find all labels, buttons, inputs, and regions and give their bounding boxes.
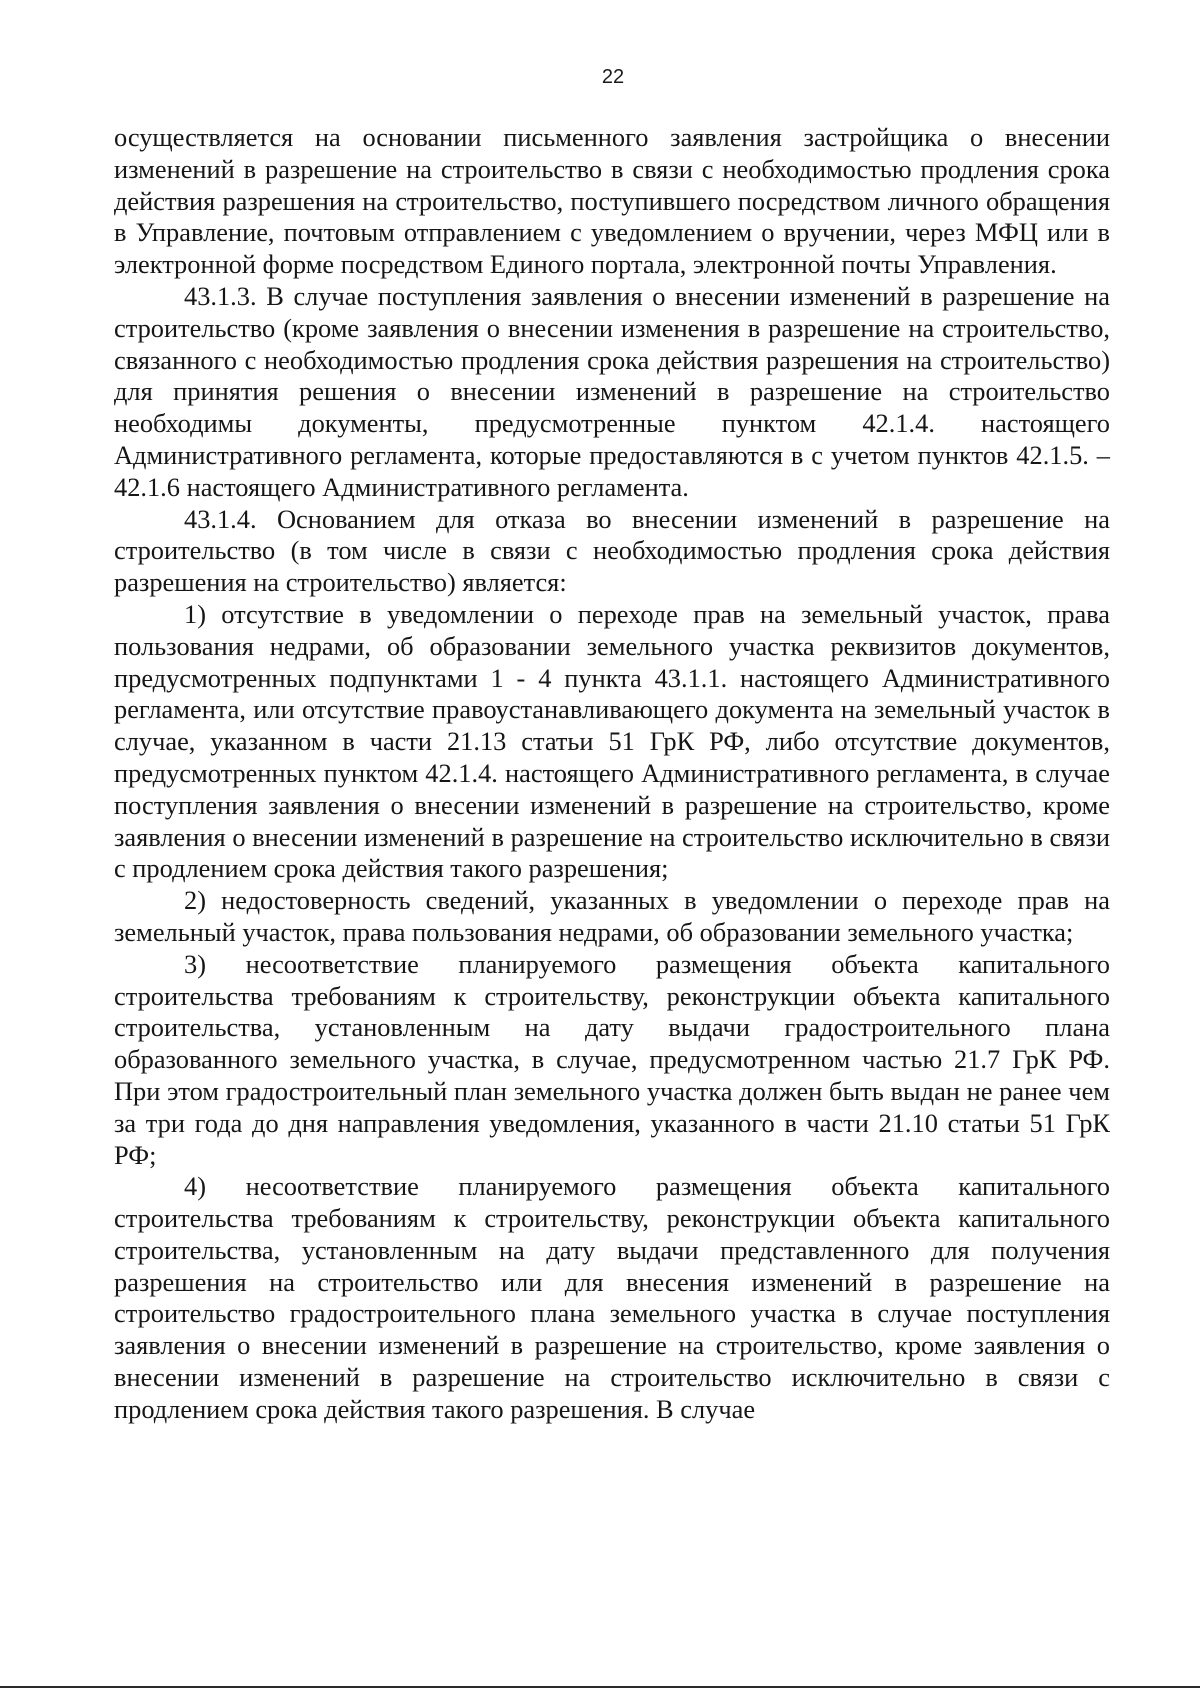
list-item-4: 4) несоответствие планируемого размещения объекта капитального строительства требованиям к строительству, реконструкции объекта капитального строительства, установленным на дату выдачи представленного для получения разрешения на строительство или для внесения изменений в разрешение на строительство градостроительного плана земельного участка в случае поступления заявления о внесении изменений в разрешение на строительство, кроме заявления о внесении изменений в разрешение на строительство исключительно в связи с продлением срока действия такого разрешения. В случае — [114, 1171, 1110, 1424]
paragraph-43-1-3: 43.1.3. В случае поступления заявления о внесении изменений в разрешение на строительство (кроме заявления о внесении изменения в разрешение на строительство, связанного с необходимостью продления срока действия разрешения на строительство) для принятия решения о внесении изменений в разрешение на строительство необходимы документы, предусмотренные пунктом 42.1.4. настоящего Административного регламента, которые предоставляются в с учетом пунктов 42.1.5. – 42.1.6 настоящего Административного регламента. — [114, 280, 1110, 502]
list-item-2: 2) недостоверность сведений, указанных в уведомлении о переходе прав на земельный участок, права пользования недрами, об образовании земельного участка; — [114, 885, 1110, 947]
document-body — [114, 122, 1110, 1426]
paragraph-continuation: осуществляется на основании письменного заявления застройщика о внесении изменений в разрешение на строительство в связи с необходимостью продления срока действия разрешения на строительство, поступившего посредством личного обращения в Управление, почтовым отправлением с уведомлением о вручении, через МФЦ или в электронной форме посредством Единого портала, электронной почты Управления. — [114, 122, 1110, 280]
scan-edge-rule — [0, 1686, 1200, 1688]
paragraph-43-1-4: 43.1.4. Основанием для отказа во внесении изменений в разрешение на строительство (в том числе в связи с необходимостью продления срока действия разрешения на строительство) является: — [114, 503, 1110, 598]
list-item-3: 3) несоответствие планируемого размещения объекта капитального строительства требованиям к строительству, реконструкции объекта капитального строительства, установленным на дату выдачи градостроительного плана образованного земельного участка, в случае, предусмотренном частью 21.7 ГрК РФ. При этом градостроительный план земельного участка должен быть выдан не ранее чем за три года до дня направления уведомления, указанного в части 21.10 статьи 51 ГрК РФ; — [114, 948, 1110, 1170]
page-number: 22 — [601, 66, 625, 88]
list-item-1: 1) отсутствие в уведомлении о переходе прав на земельный участок, права пользования недрами, об образовании земельного участка реквизитов документов, предусмотренных подпунктами 1 - 4 пункта 43.1.1. настоящего Административного регламента, или отсутствие правоустанавливающего документа на земельный участок в случае, указанном в части 21.13 статьи 51 ГрК РФ, либо отсутствие документов, предусмотренных пунктом 42.1.4. настоящего Административного регламента, в случае поступления заявления о внесении изменений в разрешение на строительство, кроме заявления о внесении изменений в разрешение на строительство исключительно в связи с продлением срока действия такого разрешения; — [114, 598, 1110, 884]
